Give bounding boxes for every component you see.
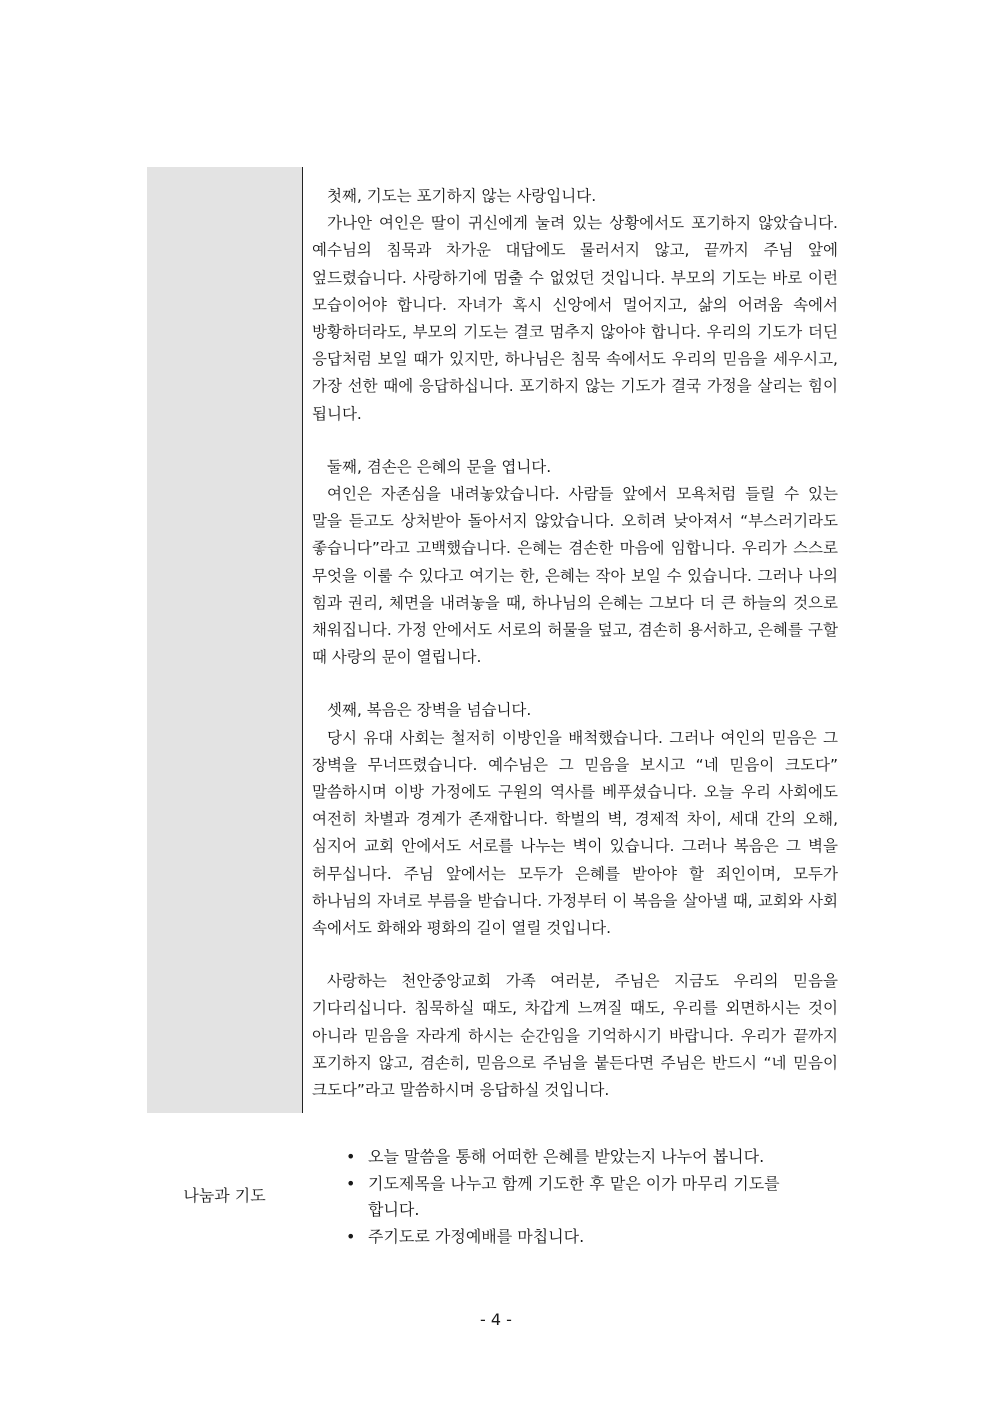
sermon-body bbox=[312, 183, 838, 1104]
section-3-heading: 셋째, 복음은 장벽을 넘습니다. bbox=[327, 701, 532, 720]
sharing-list bbox=[344, 1144, 834, 1250]
list-item-text: 주기도로 가정예배를 마칩니다. bbox=[368, 1226, 585, 1246]
list-item bbox=[344, 1224, 834, 1251]
section-1-heading: 첫째, 기도는 포기하지 않는 사랑입니다. bbox=[327, 187, 597, 205]
list-item bbox=[344, 1144, 834, 1171]
bullet-icon: • bbox=[346, 1147, 356, 1166]
paragraph-spacer bbox=[312, 942, 838, 968]
list-item-text: 기도제목을 나누고 함께 기도한 후 맡은 이가 마무리 기도를 합니다. bbox=[368, 1173, 780, 1219]
section-2-body: 여인은 자존심을 내려놓았습니다. 사람들 앞에서 모욕처럼 들릴 수 있는 말을 듣고도 상처받아 돌아서지 않았습니다. 오히려 낮아져서 “부스러기라도 좋습니다”라고 고백했습니다. 은혜는 겸손한 마음에 임합니다. 우리가 스스로 무엇을 이룰 수 있다고 여기는 한, 은혜는 작아 보일 수 있습니다. 그러나 나의 힘과 권리, 체면을 내려놓을 때, 하나님의 은혜는 그보다 더 큰 하늘의 것으로 채워집니다. 가정 안에서도 서로의 허물을 덮고, 겸손히 용서하고, 은혜를 구할 때 사랑의 문이 열립니다. bbox=[312, 485, 838, 667]
column-divider bbox=[302, 167, 303, 1113]
left-label-column bbox=[147, 167, 302, 1113]
sharing-label: 나눔과 기도 bbox=[183, 1186, 266, 1205]
section-3-body: 당시 유대 사회는 철저히 이방인을 배척했습니다. 그러나 여인의 믿음은 그 장벽을 무너뜨렸습니다. 예수님은 그 믿음을 보시고 “네 믿음이 크도다” 말씀하시며 이방 가정에도 구원의 역사를 베푸셨습니다. 오늘 우리 사회에도 여전히 차별과 경계가 존재합니다. 학벌의 벽, 경제적 차이, 세대 간의 오해, 심지어 교회 안에서도 서로를 나누는 벽이 있습니다. 그러나 복음은 그 벽을 허무십니다. 주님 앞에서는 모두가 은혜를 받아야 할 죄인이며, 모두가 하나님의 자녀로 부름을 받습니다. 가정부터 이 복음을 살아낼 때, 교회와 사회 속에서도 화해와 평화의 길이 열릴 것입니다. bbox=[312, 728, 838, 938]
paragraph-spacer bbox=[312, 428, 838, 454]
list-item-text: 오늘 말씀을 통해 어떠한 은혜를 받았는지 나누어 봅니다. bbox=[368, 1147, 765, 1166]
list-item bbox=[344, 1171, 834, 1224]
paragraph-spacer bbox=[312, 671, 838, 697]
section-1-body: 가나안 여인은 딸이 귀신에게 눌려 있는 상황에서도 포기하지 않았습니다. 예수님의 침묵과 차가운 대답에도 물러서지 않고, 끝까지 주님 앞에 엎드렸습니다. 사랑하기에 멈출 수 없었던 것입니다. 부모의 기도는 바로 이런 모습이어야 합니다. 자녀가 혹시 신앙에서 멀어지고, 삶의 어려움 속에서 방황하더라도, 부모의 기도는 결코 멈추지 않아야 합니다. 우리의 기도가 더딘 응답처럼 보일 때가 있지만, 하나님은 침묵 속에서도 우리의 믿음을 세우시고, 가장 선한 때에 응답하십니다. 포기하지 않는 기도가 결국 가정을 살리는 힘이 됩니다. bbox=[312, 214, 838, 423]
bullet-icon: • bbox=[346, 1173, 356, 1193]
closing-paragraph: 사랑하는 천안중앙교회 가족 여러분, 주님은 지금도 우리의 믿음을 기다리십니다. 침묵하실 때도, 차갑게 느껴질 때도, 우리를 외면하시는 것이 아니라 믿음을 자라게 하시는 순간임을 기억하시기 바랍니다. 우리가 끝까지 포기하지 않고, 겸손히, 믿음으로 주님을 붙든다면 주님은 반드시 “네 믿음이 크도다”라고 말씀하시며 응답하실 것입니다. bbox=[312, 972, 838, 1100]
bullet-icon: • bbox=[346, 1226, 356, 1246]
page-number: - 4 - bbox=[480, 1310, 512, 1329]
section-2-heading: 둘째, 겸손은 은혜의 문을 엽니다. bbox=[327, 457, 552, 476]
